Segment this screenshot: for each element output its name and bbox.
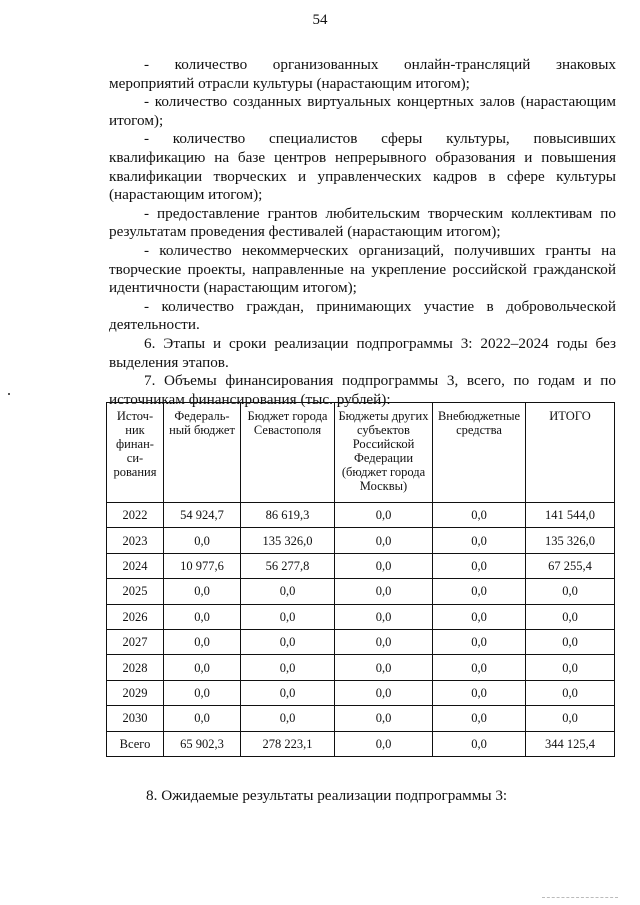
header-total: ИТОГО <box>526 403 615 503</box>
table-header-row <box>107 403 615 503</box>
list-item-specialists: - количество специалистов сферы культуры, повысивших квалификацию на базе центров непрерывного образования и повышения квалификации творческих и управленческих кадров в сфере культуры (нарастающим итогом); <box>109 130 616 204</box>
table-cell-value: 0,0 <box>241 655 335 680</box>
table-cell-value: 0,0 <box>526 655 615 680</box>
table-cell-value: 0,0 <box>335 680 433 705</box>
page-number: 54 <box>312 12 328 28</box>
table-row <box>107 528 615 553</box>
table-cell-value: 0,0 <box>526 629 615 654</box>
financing-table <box>106 402 615 757</box>
table-cell-value: 86 619,3 <box>241 503 335 528</box>
table-cell-value: 0,0 <box>164 706 241 731</box>
table-cell-value: 344 125,4 <box>526 731 615 756</box>
table-row <box>107 604 615 629</box>
table-cell-year: 2023 <box>107 528 164 553</box>
table-cell-value: 0,0 <box>526 680 615 705</box>
table-cell-value: 0,0 <box>433 655 526 680</box>
table-cell-value: 0,0 <box>433 604 526 629</box>
list-item-nonprofit-grants: - количество некоммерческих организаций, получивших гранты на творческие проекты, направленные на укрепление российской гражданской идентичности (нарастающим итогом); <box>109 241 616 297</box>
section-7-financing: 7. Объемы финансирования подпрограммы 3, всего, по годам и по источникам финансирования (тыс. рублей): <box>109 372 616 408</box>
table-cell-value: 135 326,0 <box>241 528 335 553</box>
table-cell-value: 135 326,0 <box>526 528 615 553</box>
table-cell-value: 0,0 <box>526 579 615 604</box>
table-row <box>107 579 615 604</box>
table-cell-value: 0,0 <box>241 579 335 604</box>
table-cell-value: 0,0 <box>433 706 526 731</box>
table-cell-year: 2026 <box>107 604 164 629</box>
table-row <box>107 503 615 528</box>
table-cell-value: 56 277,8 <box>241 553 335 578</box>
table-cell-year: 2027 <box>107 629 164 654</box>
table-cell-value: 0,0 <box>433 680 526 705</box>
table-cell-value: 10 977,6 <box>164 553 241 578</box>
table-cell-value: 0,0 <box>241 706 335 731</box>
table-body <box>107 503 615 757</box>
table-cell-value: 65 902,3 <box>164 731 241 756</box>
list-item-grants-festivals: - предоставление грантов любительским творческим коллективам по результатам проведения фестивалей (нарастающим итогом); <box>109 204 616 241</box>
table-cell-value: 0,0 <box>526 604 615 629</box>
document-body <box>109 56 616 409</box>
table-cell-year: 2028 <box>107 655 164 680</box>
table-row <box>107 629 615 654</box>
header-federal-budget: Федераль- ный бюджет <box>164 403 241 503</box>
table-cell-year: 2024 <box>107 553 164 578</box>
table-cell-value: 0,0 <box>164 655 241 680</box>
section-6-stages: 6. Этапы и сроки реализации подпрограммы 3: 2022–2024 годы без выделения этапов. <box>109 334 616 371</box>
table-cell-value: 0,0 <box>433 731 526 756</box>
table-cell-value: 0,0 <box>164 579 241 604</box>
table-cell-value: 0,0 <box>335 528 433 553</box>
table-cell-value: 0,0 <box>335 503 433 528</box>
table-cell-value: 0,0 <box>433 629 526 654</box>
table-cell-value: 0,0 <box>433 579 526 604</box>
table-cell-year: 2022 <box>107 503 164 528</box>
table-row <box>107 680 615 705</box>
table-cell-value: 0,0 <box>241 680 335 705</box>
table-cell-value: 0,0 <box>164 604 241 629</box>
table-cell-value: 0,0 <box>164 629 241 654</box>
table-cell-value: 0,0 <box>335 629 433 654</box>
list-item-virtual-halls: - количество созданных виртуальных концертных залов (нарастающим итогом); <box>109 93 616 129</box>
list-item-volunteers: - количество граждан, принимающих участие в добровольческой деятельности. <box>109 297 616 334</box>
table-cell-value: 67 255,4 <box>526 553 615 578</box>
header-other-regions-budget: Бюджеты других субъектов Российской Федерации (бюджет города Москвы) <box>335 403 433 503</box>
table-cell-value: 278 223,1 <box>241 731 335 756</box>
table-cell-value: 0,0 <box>164 680 241 705</box>
table-cell-value: 0,0 <box>335 706 433 731</box>
table-cell-value: 0,0 <box>335 604 433 629</box>
table-cell-year: 2029 <box>107 680 164 705</box>
table-cell-value: 0,0 <box>164 528 241 553</box>
footer-rule <box>542 897 618 898</box>
table-row <box>107 655 615 680</box>
table-cell-value: 0,0 <box>335 579 433 604</box>
table-cell-value: 54 924,7 <box>164 503 241 528</box>
table-row <box>107 706 615 731</box>
table-cell-year: 2030 <box>107 706 164 731</box>
table-cell-value: 0,0 <box>526 706 615 731</box>
table-cell-value: 0,0 <box>335 553 433 578</box>
header-sevastopol-budget: Бюджет города Севастополя <box>241 403 335 503</box>
header-source: Источ- ник финан- си- рования <box>107 403 164 503</box>
section-8-heading: 8. Ожидаемые результаты реализации подпрограммы 3: <box>146 787 508 804</box>
table-cell-year: 2025 <box>107 579 164 604</box>
header-extrabudgetary: Внебюджетные средства <box>433 403 526 503</box>
table-cell-year: Всего <box>107 731 164 756</box>
table-cell-value: 0,0 <box>241 604 335 629</box>
table-row <box>107 553 615 578</box>
table-cell-value: 0,0 <box>335 655 433 680</box>
table-cell-value: 0,0 <box>241 629 335 654</box>
margin-mark <box>8 393 10 395</box>
table-cell-value: 0,0 <box>433 553 526 578</box>
table-cell-value: 141 544,0 <box>526 503 615 528</box>
table-cell-value: 0,0 <box>335 731 433 756</box>
list-item-broadcasts: - количество организованных онлайн-трансляций знаковых мероприятий отрасли культуры (нарастающим итогом); <box>109 56 616 92</box>
table-row <box>107 731 615 756</box>
table-cell-value: 0,0 <box>433 528 526 553</box>
table-cell-value: 0,0 <box>433 503 526 528</box>
